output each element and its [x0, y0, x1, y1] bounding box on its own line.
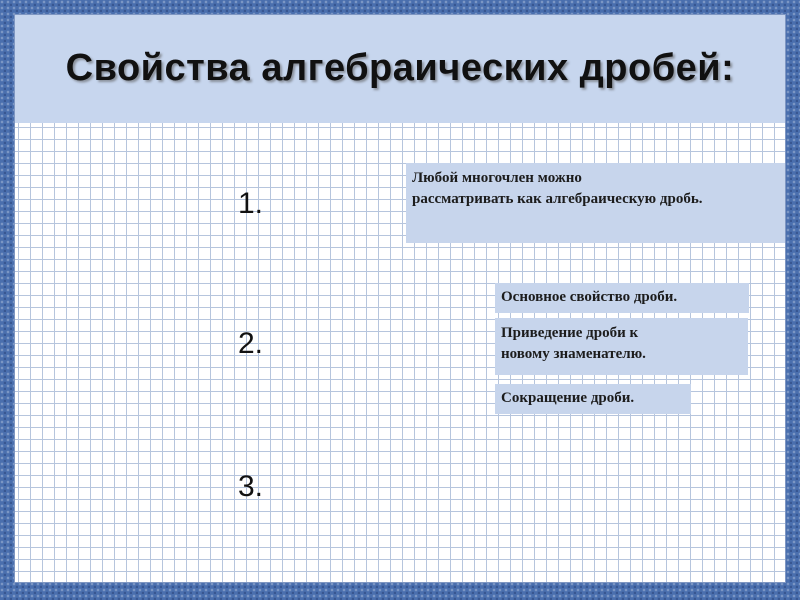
property-box-basic: Основное свойство дроби.	[495, 283, 749, 313]
item-number-1: 1.	[238, 187, 264, 220]
property-box-new-denominator: Приведение дроби к новому знаменателю.	[495, 318, 748, 375]
property-box-polynomial: Любой многочлен можно рассматривать как алгебраическую дробь.	[406, 163, 785, 243]
slide-title: Свойства алгебраических дробей:	[65, 46, 735, 89]
item-number-3: 3.	[238, 470, 264, 503]
slide	[15, 15, 785, 582]
property-box-reduction: Сокращение дроби.	[495, 384, 691, 414]
title-bar	[15, 15, 785, 123]
item-number-2: 2.	[238, 327, 264, 360]
